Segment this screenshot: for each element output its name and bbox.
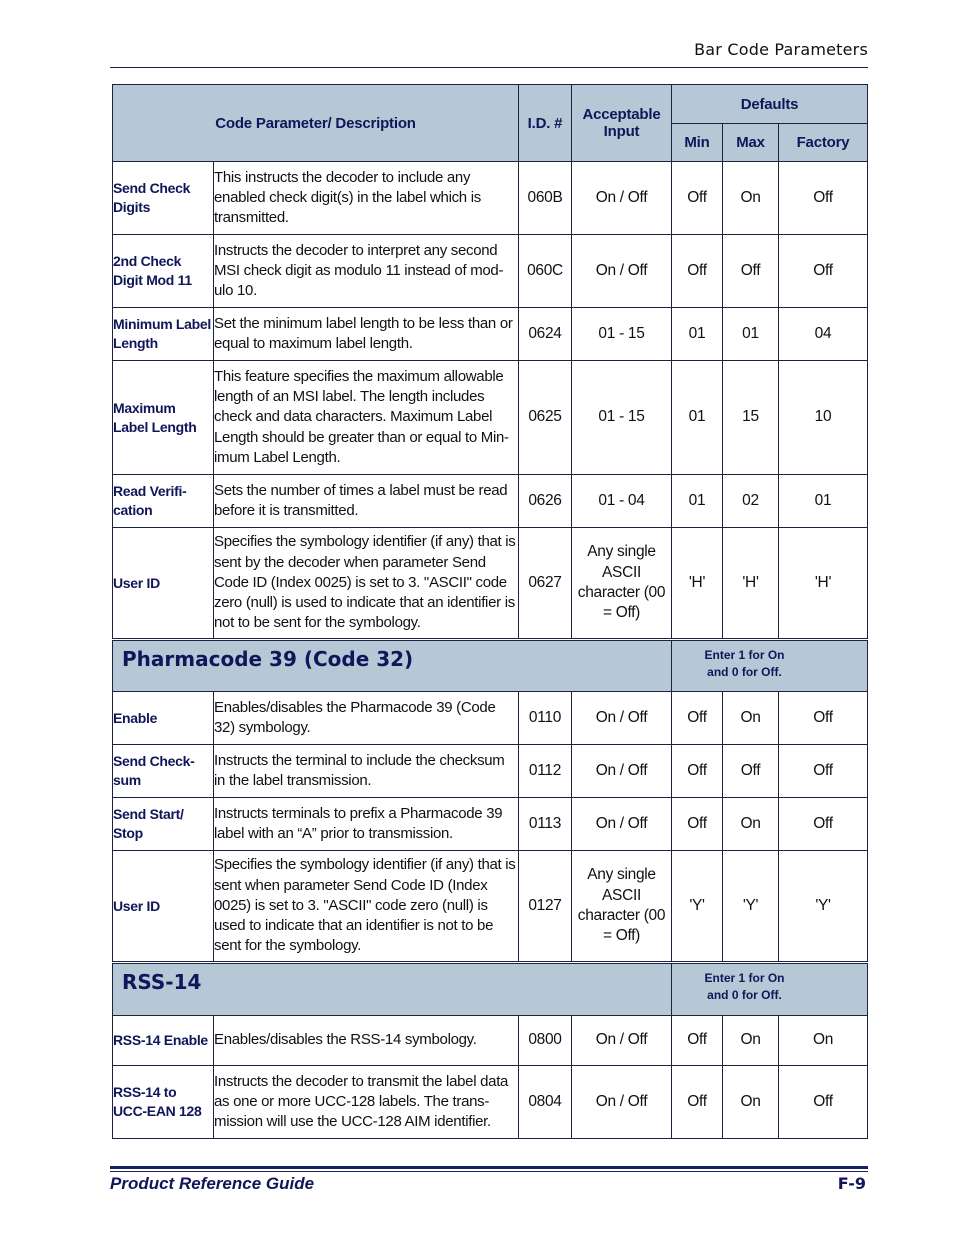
default-min: Off bbox=[672, 162, 723, 235]
default-factory: Off bbox=[779, 692, 868, 745]
default-factory: On bbox=[779, 1016, 868, 1066]
acceptable-input: On / Off bbox=[572, 162, 672, 235]
parameter-name: User ID bbox=[113, 528, 214, 640]
section-note-cell bbox=[672, 640, 868, 692]
table-row bbox=[113, 692, 868, 745]
default-factory: 01 bbox=[779, 475, 868, 528]
section-note-line1: Enter 1 for On bbox=[704, 648, 785, 662]
default-factory: 10 bbox=[779, 361, 868, 475]
table-row bbox=[113, 745, 868, 798]
footer-divider bbox=[110, 1166, 868, 1169]
table-row bbox=[113, 851, 868, 963]
table-row bbox=[113, 308, 868, 361]
parameter-id: 0627 bbox=[519, 528, 572, 640]
default-min: Off bbox=[672, 745, 723, 798]
footer-guide-title: Product Reference Guide bbox=[110, 1174, 315, 1193]
parameter-id: 0800 bbox=[519, 1016, 572, 1066]
parameter-id: 0625 bbox=[519, 361, 572, 475]
parameter-name: Enable bbox=[113, 692, 214, 745]
acceptable-input: On / Off bbox=[572, 1016, 672, 1066]
default-min: 'H' bbox=[672, 528, 723, 640]
column-header-input: Acceptable Input bbox=[572, 85, 672, 162]
default-max: On bbox=[723, 692, 779, 745]
acceptable-input: Any single ASCII character (00 = Off) bbox=[572, 528, 672, 640]
table-row bbox=[113, 528, 868, 640]
parameter-description: Specifies the symbology identifier (if any) that is sent by the decoder when parameter Send Code ID (Index 0025) is set to 3. "ASCII" code zero (null) is used to indicate that an identifier is not to be sent for the symbology. bbox=[214, 528, 519, 640]
parameter-description: Enables/disables the Pharmacode 39 (Code 32) symbology. bbox=[214, 692, 519, 745]
default-max: Off bbox=[723, 235, 779, 308]
default-min: Off bbox=[672, 692, 723, 745]
default-max: On bbox=[723, 162, 779, 235]
parameter-description: Specifies the symbology identifier (if any) that is sent when parameter Send Code ID (Index 0025) is set to 3. "ASCII" code zero (null) is used to indicate that an identifier is not to be sent for the symbology. bbox=[214, 851, 519, 963]
default-factory: Off bbox=[779, 1066, 868, 1139]
default-factory: Off bbox=[779, 798, 868, 851]
column-header-factory: Factory bbox=[779, 124, 868, 162]
parameter-description: Instructs terminals to prefix a Pharmacode 39 label with an “A” prior to transmission. bbox=[214, 798, 519, 851]
section-title: RSS-14 bbox=[122, 970, 202, 994]
page-header-title: Bar Code Parameters bbox=[694, 40, 868, 59]
acceptable-input: 01 - 15 bbox=[572, 308, 672, 361]
table-row bbox=[113, 361, 868, 475]
parameter-id: 060B bbox=[519, 162, 572, 235]
default-max: 02 bbox=[723, 475, 779, 528]
default-min: Off bbox=[672, 1066, 723, 1139]
page-number: F-9 bbox=[837, 1174, 866, 1193]
acceptable-input: Any single ASCII character (00 = Off) bbox=[572, 851, 672, 963]
default-min: Off bbox=[672, 1016, 723, 1066]
table-row bbox=[113, 1066, 868, 1139]
section-title-cell bbox=[113, 963, 672, 1016]
table-row bbox=[113, 235, 868, 308]
section-title-cell bbox=[113, 640, 672, 692]
parameter-description: Enables/disables the RSS-14 symbology. bbox=[214, 1016, 519, 1066]
parameter-id: 0804 bbox=[519, 1066, 572, 1139]
default-min: Off bbox=[672, 235, 723, 308]
default-max: 'H' bbox=[723, 528, 779, 640]
default-factory: 04 bbox=[779, 308, 868, 361]
default-min: 01 bbox=[672, 361, 723, 475]
parameter-name: Maximum Label Length bbox=[113, 361, 214, 475]
parameter-name: 2nd Check Digit Mod 11 bbox=[113, 235, 214, 308]
parameter-description: Instructs the decoder to transmit the label data as one or more UCC-128 labels. The trans-mission will use the UCC-128 AIM identifier. bbox=[214, 1066, 519, 1139]
section-header-row bbox=[113, 963, 868, 1016]
section-note-line1: Enter 1 for On bbox=[704, 971, 785, 985]
parameter-name: Send Check Digits bbox=[113, 162, 214, 235]
parameter-name: RSS-14 Enable bbox=[113, 1016, 214, 1066]
default-max: On bbox=[723, 798, 779, 851]
default-min: 01 bbox=[672, 475, 723, 528]
parameter-id: 060C bbox=[519, 235, 572, 308]
parameter-id: 0113 bbox=[519, 798, 572, 851]
parameter-description: Sets the number of times a label must be read before it is transmitted. bbox=[214, 475, 519, 528]
parameter-id: 0110 bbox=[519, 692, 572, 745]
default-factory: Off bbox=[779, 235, 868, 308]
default-max: On bbox=[723, 1066, 779, 1139]
default-max: 01 bbox=[723, 308, 779, 361]
parameter-id: 0626 bbox=[519, 475, 572, 528]
table-row bbox=[113, 1016, 868, 1066]
table-row bbox=[113, 162, 868, 235]
column-header-min: Min bbox=[672, 124, 723, 162]
acceptable-input: On / Off bbox=[572, 692, 672, 745]
parameter-description: Instructs the terminal to include the checksum in the label transmission. bbox=[214, 745, 519, 798]
parameter-name: User ID bbox=[113, 851, 214, 963]
section-title: Pharmacode 39 (Code 32) bbox=[122, 647, 414, 671]
parameter-name: RSS-14 to UCC-EAN 128 bbox=[113, 1066, 214, 1139]
default-factory: 'H' bbox=[779, 528, 868, 640]
acceptable-input: 01 - 04 bbox=[572, 475, 672, 528]
default-factory: Off bbox=[779, 162, 868, 235]
default-factory: 'Y' bbox=[779, 851, 868, 963]
footer-divider-thin bbox=[110, 1171, 868, 1172]
section-header-row bbox=[113, 640, 868, 692]
parameter-name: Read Verifi-cation bbox=[113, 475, 214, 528]
parameter-table bbox=[112, 84, 868, 1139]
default-min: Off bbox=[672, 798, 723, 851]
default-max: 15 bbox=[723, 361, 779, 475]
default-min: 01 bbox=[672, 308, 723, 361]
acceptable-input: On / Off bbox=[572, 235, 672, 308]
acceptable-input: On / Off bbox=[572, 745, 672, 798]
parameter-name: Minimum Label Length bbox=[113, 308, 214, 361]
default-max: On bbox=[723, 1016, 779, 1066]
acceptable-input: On / Off bbox=[572, 798, 672, 851]
section-note-line2: and 0 for Off. bbox=[707, 988, 782, 1002]
parameter-id: 0127 bbox=[519, 851, 572, 963]
section-note-cell bbox=[672, 963, 868, 1016]
acceptable-input: 01 - 15 bbox=[572, 361, 672, 475]
parameter-description: Set the minimum label length to be less than or equal to maximum label length. bbox=[214, 308, 519, 361]
default-max: Off bbox=[723, 745, 779, 798]
column-header-parameter: Code Parameter/ Description bbox=[113, 85, 519, 162]
section-note-line2: and 0 for Off. bbox=[707, 665, 782, 679]
parameter-name: Send Check-sum bbox=[113, 745, 214, 798]
parameter-description: Instructs the decoder to interpret any second MSI check digit as modulo 11 instead of mod-ulo 10. bbox=[214, 235, 519, 308]
default-max: 'Y' bbox=[723, 851, 779, 963]
default-factory: Off bbox=[779, 745, 868, 798]
parameter-description: This feature specifies the maximum allowable length of an MSI label. The length includes check and data characters. Maximum Label Length should be greater than or equal to Min-imum Label Length. bbox=[214, 361, 519, 475]
parameter-name: Send Start/ Stop bbox=[113, 798, 214, 851]
parameter-description: This instructs the decoder to include any enabled check digit(s) in the label which is transmitted. bbox=[214, 162, 519, 235]
table-row bbox=[113, 475, 868, 528]
parameter-id: 0112 bbox=[519, 745, 572, 798]
header-divider bbox=[110, 67, 868, 68]
column-header-id: I.D. # bbox=[519, 85, 572, 162]
parameter-id: 0624 bbox=[519, 308, 572, 361]
column-header-defaults: Defaults bbox=[672, 85, 868, 124]
default-min: 'Y' bbox=[672, 851, 723, 963]
acceptable-input: On / Off bbox=[572, 1066, 672, 1139]
table-row bbox=[113, 798, 868, 851]
column-header-max: Max bbox=[723, 124, 779, 162]
